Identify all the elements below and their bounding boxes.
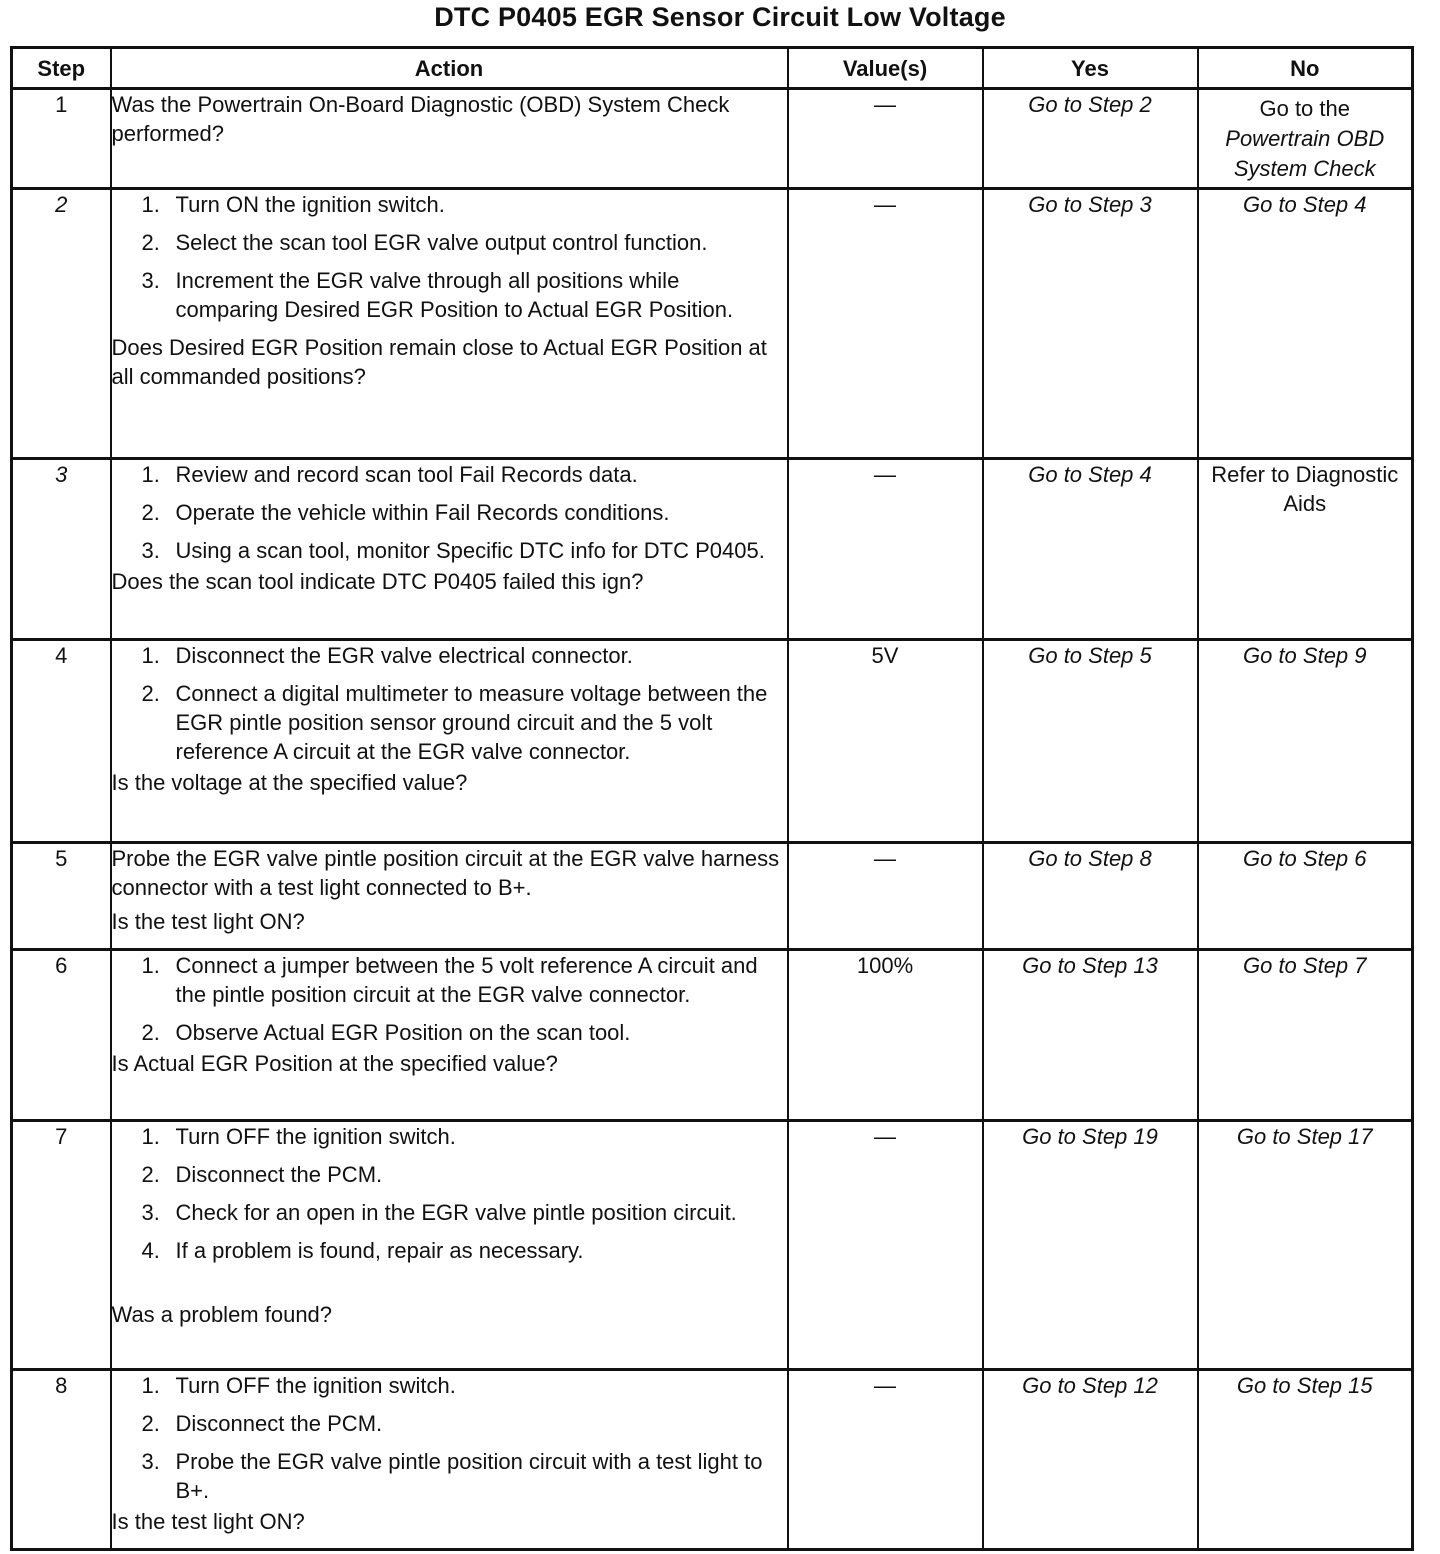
substep: 1. Turn OFF the ignition switch. [141, 1373, 456, 1398]
step-number: 5 [12, 843, 111, 950]
no-link[interactable] [1198, 89, 1413, 189]
header-values: Value(s) [788, 48, 983, 89]
value-cell: 5V [788, 640, 983, 843]
substep: 2. Observe Actual EGR Position on the scan tool. [141, 1020, 631, 1045]
value-cell: — [788, 843, 983, 950]
value-cell: — [788, 1370, 983, 1550]
substep: 1. Turn ON the ignition switch. [141, 192, 445, 217]
no-link[interactable]: Refer to Diagnostic Aids [1198, 459, 1413, 640]
table-row [12, 950, 1413, 1121]
yes-link[interactable]: Go to Step 13 [983, 950, 1198, 1121]
step-number: 1 [12, 89, 111, 189]
table-row [12, 843, 1413, 950]
substep: 3. Increment the EGR valve through all positions while comparing Desired EGR Position to Actual EGR Position. [141, 268, 734, 322]
table-row [12, 89, 1413, 189]
question-text: Does Desired EGR Position remain close to Actual EGR Position at all commanded positions? [111, 335, 767, 389]
yes-link[interactable]: Go to Step 12 [983, 1370, 1198, 1550]
table-row [12, 189, 1413, 459]
action-cell [111, 640, 788, 843]
step-number: 7 [12, 1121, 111, 1370]
action-cell [111, 1370, 788, 1550]
page-title: DTC P0405 EGR Sensor Circuit Low Voltage [434, 2, 1006, 32]
question-text: Was a problem found? [111, 1302, 333, 1327]
diagnostic-table [10, 46, 1414, 1551]
substep: 2. Disconnect the PCM. [141, 1411, 383, 1436]
header-action: Action [111, 48, 788, 89]
substep: 1. Turn OFF the ignition switch. [141, 1124, 456, 1149]
question-text: Is the voltage at the specified value? [111, 770, 468, 795]
question-text: Is the test light ON? [111, 909, 305, 934]
no-link[interactable]: Go to Step 17 [1198, 1121, 1413, 1370]
action-cell [111, 459, 788, 640]
action-cell [111, 950, 788, 1121]
no-link[interactable]: Go to Step 4 [1198, 189, 1413, 459]
substep-list [112, 641, 787, 766]
step-number: 3 [12, 459, 111, 640]
step-number: 8 [12, 1370, 111, 1550]
yes-link[interactable]: Go to Step 8 [983, 843, 1198, 950]
value-cell: — [788, 1121, 983, 1370]
substep-list [112, 951, 787, 1047]
yes-link[interactable]: Go to Step 2 [983, 89, 1198, 189]
no-link[interactable]: Go to Step 7 [1198, 950, 1413, 1121]
substep-list [112, 1371, 787, 1505]
yes-link[interactable]: Go to Step 4 [983, 459, 1198, 640]
table-row [12, 459, 1413, 640]
substep-list [112, 1122, 787, 1265]
action-cell [111, 843, 788, 950]
substep-list [112, 190, 787, 324]
substep: 2. Disconnect the PCM. [141, 1162, 383, 1187]
no-prefix: Go to the [1259, 96, 1350, 121]
step-number: 4 [12, 640, 111, 843]
substep: 1. Disconnect the EGR valve electrical connector. [141, 643, 633, 668]
step-number: 2 [12, 189, 111, 459]
value-cell: — [788, 459, 983, 640]
substep: 2. Operate the vehicle within Fail Records conditions. [141, 500, 670, 525]
yes-link[interactable]: Go to Step 19 [983, 1121, 1198, 1370]
no-link[interactable]: Go to Step 15 [1198, 1370, 1413, 1550]
header-yes: Yes [983, 48, 1198, 89]
action-cell [111, 89, 788, 189]
substep-list [112, 460, 787, 565]
question-text: Is the test light ON? [111, 1509, 305, 1534]
action-text: Was the Powertrain On-Board Diagnostic (OBD) System Check performed? [111, 92, 730, 146]
table-header-row [12, 48, 1413, 89]
substep: 3. Using a scan tool, monitor Specific DTC info for DTC P0405. [141, 538, 765, 563]
step-number: 6 [12, 950, 111, 1121]
value-cell: — [788, 189, 983, 459]
substep: 3. Check for an open in the EGR valve pintle position circuit. [141, 1200, 737, 1225]
table-row [12, 1370, 1413, 1550]
substep: 3. Probe the EGR valve pintle position circuit with a test light to B+. [141, 1449, 763, 1503]
header-step: Step [12, 48, 111, 89]
table-row [12, 1121, 1413, 1370]
action-cell [111, 189, 788, 459]
no-link[interactable]: Go to Step 6 [1198, 843, 1413, 950]
yes-link[interactable]: Go to Step 3 [983, 189, 1198, 459]
question-text: Is Actual EGR Position at the specified value? [111, 1051, 558, 1076]
no-link[interactable]: Go to Step 9 [1198, 640, 1413, 843]
yes-link[interactable]: Go to Step 5 [983, 640, 1198, 843]
substep: 4. If a problem is found, repair as necessary. [141, 1238, 584, 1263]
action-text: Probe the EGR valve pintle position circuit at the EGR valve harness connector with a test light connected to B+. [111, 846, 780, 900]
substep: 1. Review and record scan tool Fail Records data. [141, 462, 638, 487]
value-cell: 100% [788, 950, 983, 1121]
question-text: Does the scan tool indicate DTC P0405 failed this ign? [111, 569, 644, 594]
substep: 2. Select the scan tool EGR valve output control function. [141, 230, 708, 255]
value-cell: — [788, 89, 983, 189]
header-no: No [1198, 48, 1413, 89]
substep: 1. Connect a jumper between the 5 volt reference A circuit and the pintle position circuit at the EGR valve connector. [141, 953, 758, 1007]
table-row [12, 640, 1413, 843]
action-cell [111, 1121, 788, 1370]
no-target: Powertrain OBD System Check [1225, 126, 1385, 181]
substep: 2. Connect a digital multimeter to measure voltage between the EGR pintle position sensor ground circuit and the 5 volt reference A circuit at the EGR valve connector. [141, 681, 768, 764]
